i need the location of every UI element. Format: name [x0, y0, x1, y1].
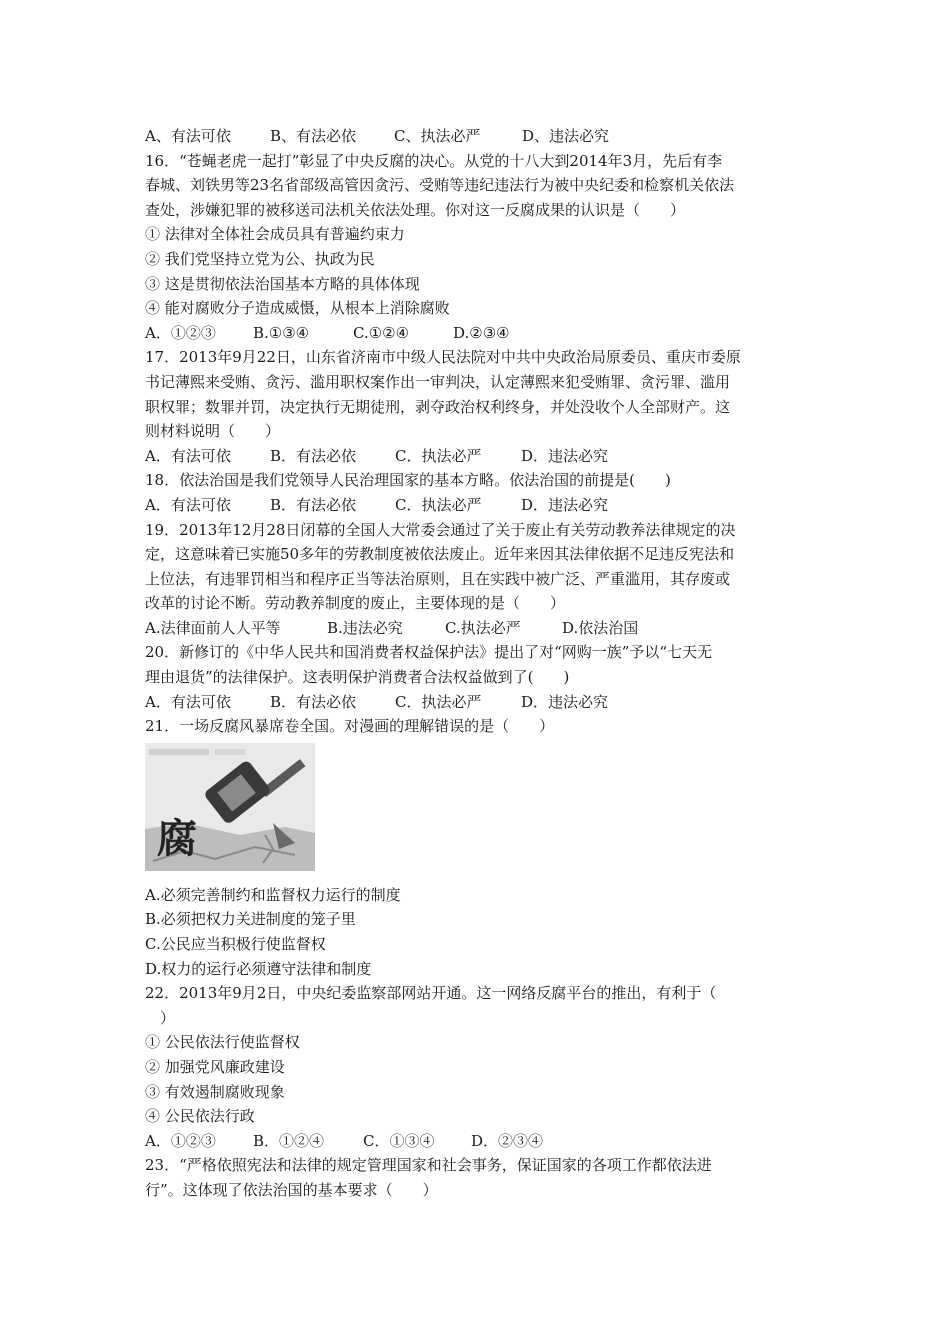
q20-option-b: B．有法必依 — [270, 692, 357, 711]
q16-option-d: D.②③④ — [453, 323, 510, 342]
q16-text-line-2: 春城、刘铁男等23名省部级高管因贪污、受贿等违纪违法行为被中央纪委和检察机关依法 — [145, 176, 735, 195]
q23-text-line-1: 23．“严格依照宪法和法律的规定管理国家和社会事务，保证国家的各项工作都依法进 — [145, 1156, 712, 1175]
q16-options — [145, 321, 815, 346]
q16-option-b: B.①③④ — [253, 323, 310, 342]
q16-statement-4: ④ 能对腐败分子造成威慑，从根本上消除腐败 — [145, 299, 450, 318]
q19-text-line-3: 上位法，有违罪罚相当和程序正当等法治原则，且在实践中被广泛、严重滥用，其存废或 — [145, 569, 731, 588]
q17-text-line-4: 则材料说明（ ） — [145, 422, 281, 441]
q22-options — [145, 1129, 815, 1154]
q18-option-c: C．执法必严 — [395, 495, 482, 514]
q17-options — [145, 444, 815, 469]
q21-option-b: B.必须把权力关进制度的笼子里 — [145, 910, 356, 929]
q20-options — [145, 690, 815, 715]
q20-text-line-2: 理由退货”的法律保护。这表明保护消费者合法权益做到了( ) — [145, 668, 570, 687]
q20-option-a: A．有法可依 — [145, 692, 231, 711]
q22-statement-3: ③ 有效遏制腐败现象 — [145, 1082, 285, 1101]
q15-option-d: D、违法必究 — [522, 127, 610, 145]
q21-option-c: C.公民应当积极行使监督权 — [145, 935, 326, 954]
q15-option-c: C、执法必严 — [394, 127, 481, 145]
q19-option-b: B.违法必究 — [327, 618, 403, 637]
q18-text-line-1: 18．依法治国是我们党领导人民治理国家的基本方略。依法治国的前提是( ) — [145, 471, 671, 490]
q22-option-a: A．①②③ — [145, 1131, 216, 1150]
q19-option-c: C.执法必严 — [445, 618, 521, 637]
q21-option-d: D.权力的运行必须遵守法律和制度 — [145, 959, 372, 978]
cartoon-character: 腐 — [157, 815, 197, 862]
q18-option-d: D．违法必究 — [521, 495, 609, 514]
q21-text-line-1: 21．一场反腐风暴席卷全国。对漫画的理解错误的是（ ） — [145, 717, 555, 736]
anti-corruption-cartoon — [145, 743, 315, 871]
q20-option-d: D．违法必究 — [521, 692, 609, 711]
q20-text-line-1: 20．新修订的《中华人民共和国消费者权益保护法》提出了对“网购一族”予以“七天无 — [145, 643, 713, 662]
q17-option-b: B．有法必依 — [270, 446, 357, 465]
q22-statement-4: ④ 公民依法行政 — [145, 1107, 255, 1126]
q16-text-line-3: 查处，涉嫌犯罪的被移送司法机关依法处理。你对这一反腐成果的认识是（ ） — [145, 200, 686, 219]
q15-option-a: A、有法可依 — [145, 127, 231, 145]
q18-options — [145, 493, 815, 518]
q17-text-line-3: 职权罪；数罪并罚，决定执行无期徒刑，剥夺政治权利终身，并处没收个人全部财产。这 — [145, 397, 731, 416]
q20-option-c: C．执法必严 — [395, 692, 482, 711]
q19-options — [145, 616, 815, 641]
q16-statement-1: ① 法律对全体社会成员具有普遍约束力 — [145, 225, 405, 244]
q16-text-line-1: 16．“苍蝇老虎一起打”彰显了中央反腐的决心。从党的十八大到2014年3月，先后有李 — [145, 151, 723, 170]
q19-option-a: A.法律面前人人平等 — [145, 618, 281, 637]
q19-text-line-1: 19．2013年12月28日闭幕的全国人大常委会通过了关于废止有关劳动教养法律规定的决 — [145, 520, 736, 539]
q17-text-line-2: 书记薄熙来受贿、贪污、滥用职权案作出一审判决，认定薄熙来犯受贿罪、贪污罪、滥用 — [145, 372, 731, 391]
exam-page — [145, 124, 815, 1203]
q17-text-line-1: 17．2013年9月22日，山东省济南市中级人民法院对中共中央政治局原委员、重庆市委原 — [145, 348, 741, 367]
q19-option-d: D.依法治国 — [562, 618, 639, 637]
q22-text-line-1: 22．2013年9月2日，中央纪委监察部网站开通。这一网络反腐平台的推出，有利于（ — [145, 984, 717, 1003]
q16-option-a: A．①②③ — [145, 323, 216, 342]
q22-option-b: B．①②④ — [253, 1131, 325, 1150]
q17-option-a: A．有法可依 — [145, 446, 231, 465]
q18-option-b: B．有法必依 — [270, 495, 357, 514]
q19-text-line-4: 改革的讨论不断。劳动教养制度的废止，主要体现的是（ ） — [145, 594, 566, 613]
q19-text-line-2: 定，这意味着已实施50多年的劳教制度被依法废止。近年来因其法律依据不足违反宪法和 — [145, 545, 735, 564]
q23-text-line-2: 行”。这体现了依法治国的基本要求（ ） — [145, 1180, 438, 1199]
q22-option-d: D．②③④ — [471, 1131, 544, 1150]
q16-statement-2: ② 我们党坚持立党为公、执政为民 — [145, 249, 375, 268]
q17-option-d: D．违法必究 — [521, 446, 609, 465]
q21-option-a: A.必须完善制约和监督权力运行的制度 — [145, 885, 401, 904]
q16-statement-3: ③ 这是贯彻依法治国基本方略的具体体现 — [145, 274, 420, 293]
q22-text-line-2: ） — [145, 1008, 176, 1027]
q15-options — [145, 124, 815, 149]
q15-option-b: B、有法必依 — [270, 127, 357, 145]
q16-option-c: C.①②④ — [353, 323, 410, 342]
q17-option-c: C．执法必严 — [395, 446, 482, 465]
q18-option-a: A．有法可依 — [145, 495, 231, 514]
q22-statement-2: ② 加强党风廉政建设 — [145, 1058, 285, 1076]
q22-option-c: C．①③④ — [363, 1131, 435, 1150]
q22-statement-1: ① 公民依法行使监督权 — [145, 1033, 300, 1052]
